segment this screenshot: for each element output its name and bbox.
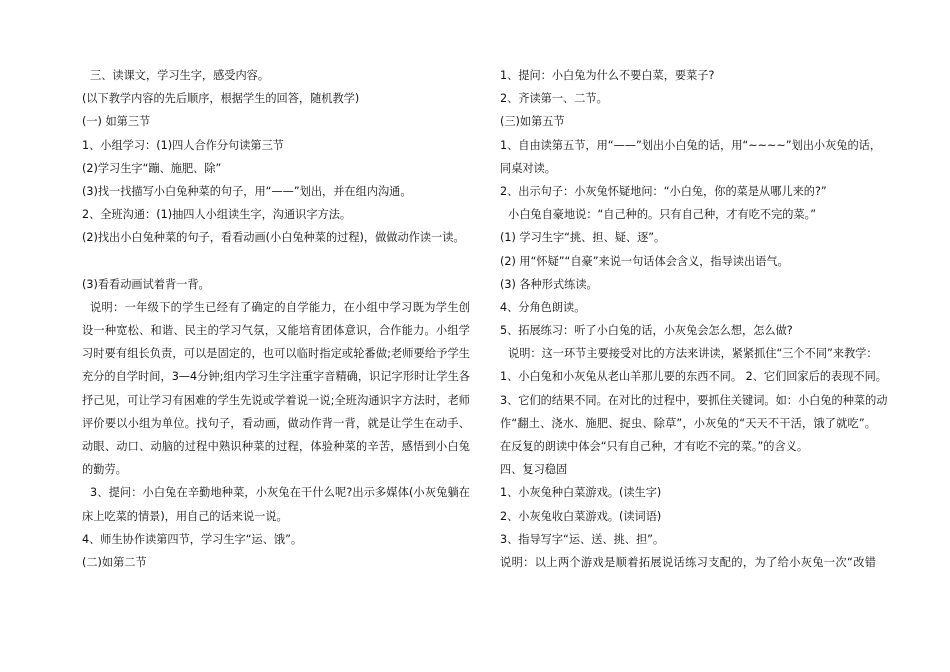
text-line: 同桌对读。 bbox=[500, 161, 556, 175]
text-line: 2、齐读第一、二节。 bbox=[500, 92, 608, 106]
text-line: 3、它们的结果不同。在对比的过程中，要抓住关键词。如：小白兔的种菜的动 bbox=[500, 393, 888, 407]
text-line: (二)如第二节 bbox=[82, 555, 147, 569]
text-line: 5、拓展练习：听了小白兔的话，小灰兔会怎么想，怎么做? bbox=[500, 324, 793, 338]
text-line: 作“翻土、浇水、施肥、捉虫、除草”，小灰兔的“天天不干活，饿了就吃”。 bbox=[500, 416, 876, 430]
text-line: 1、提问：小白兔为什么不要白菜，要菜子? bbox=[500, 69, 715, 82]
left-text-column bbox=[82, 64, 470, 574]
text-line: (3)看看动画试着背一背。 bbox=[82, 277, 210, 291]
text-line: 3、提问：小白兔在辛勤地种菜，小灰兔在干什么呢?出示多媒体(小灰兔躺在 bbox=[90, 486, 470, 500]
text-line: 1、自由读第五节，用“——”划出小白兔的话，用“~~~~”划出小灰兔的话， bbox=[500, 138, 882, 152]
text-line: 习时要有组长负责，可以是固定的，也可以临时指定或轮番做;老师要给予学生 bbox=[82, 347, 470, 361]
text-line: 2、小灰兔收白菜游戏。(读词语) bbox=[500, 509, 662, 523]
text-line: 四、复习稳固 bbox=[500, 463, 568, 477]
text-line: (以下教学内容的先后顺序，根据学生的回答，随机教学) bbox=[82, 92, 360, 106]
text-line bbox=[82, 250, 470, 273]
text-line: (2) 用“怀疑”“自豪”来说一句话体会含义，指导读出语气。 bbox=[500, 254, 789, 268]
text-line: (1) 学习生字“挑、担、疑、逐”。 bbox=[500, 231, 666, 245]
text-line: 说明：一年级下的学生已经有了确定的自学能力，在小组中学习既为学生创 bbox=[90, 300, 470, 314]
text-line: 的勤劳。 bbox=[82, 463, 127, 477]
text-line: 三、读课文，学习生字，感受内容。 bbox=[90, 69, 270, 82]
text-line: 动眼、动口、动脑的过程中熟识种菜的过程，体验种菜的辛苦，感悟到小白兔 bbox=[82, 440, 470, 453]
text-line: 设一种宽松、和谐、民主的学习气氛，又能培育团体意识，合作能力。小组学 bbox=[82, 324, 470, 338]
text-line: 1、小组学习：(1)四人合作分句读第三节 bbox=[82, 138, 284, 152]
text-line: 充分的自学时间，3—4分钟;组内学习生字注重字音精确，识记字形时让学生各 bbox=[82, 370, 470, 384]
text-line: 4、分角色朗读。 bbox=[500, 300, 586, 314]
right-text-column bbox=[500, 64, 888, 574]
text-line: 1、小白兔和小灰兔从老山羊那儿要的东西不同。 2、它们回家后的表现不同。 bbox=[500, 370, 887, 384]
text-line: (2)找出小白兔种菜的句子，看看动画(小白兔种菜的过程)，做做动作读一读。 bbox=[82, 231, 465, 245]
text-line: 在反复的朗读中体会“只有自己种，才有吃不完的菜。”的含义。 bbox=[500, 440, 809, 453]
text-line: 小白兔自豪地说：“自己种的。只有自己种，才有吃不完的菜。” bbox=[508, 208, 817, 222]
text-line: (一) 如第三节 bbox=[82, 115, 151, 129]
text-line: (3) 各种形式练读。 bbox=[500, 277, 598, 291]
text-line: 说明：以上两个游戏是顺着拓展说话练习支配的，为了给小灰兔一次“改错 bbox=[500, 555, 876, 569]
text-line: (三)如第五节 bbox=[500, 115, 565, 129]
text-line: 床上吃菜的情景)，用自己的话来说一说。 bbox=[82, 509, 288, 523]
text-line: 说明：这一环节主要接受对比的方法来讲读，紧紧抓住“三个不同”来教学： bbox=[508, 347, 878, 361]
text-line: 1、小灰兔种白菜游戏。(读生字) bbox=[500, 486, 662, 500]
text-line: 2、出示句子：小灰兔怀疑地问：“小白兔，你的菜是从哪儿来的?” bbox=[500, 184, 827, 198]
text-line: (3)找一找描写小白兔种菜的句子，用“——”划出，并在组内沟通。 bbox=[82, 184, 412, 198]
text-line: 抒己见，可让学习有困难的学生先说或学着说一说;全班沟通识字方法时，老师 bbox=[82, 393, 470, 407]
text-line: 评价要以小组为单位。找句子，看动画，做动作背一背，就是让学生在动手、 bbox=[82, 416, 470, 430]
text-line: 4、师生协作读第四节，学习生字“运、饿”。 bbox=[82, 532, 303, 546]
text-line: 2、全班沟通：(1)抽四人小组读生字，沟通识字方法。 bbox=[82, 208, 352, 222]
text-line: (2)学习生字“蹦、施肥、除” bbox=[82, 161, 222, 175]
text-line: 3、指导写字“运、送、挑、担”。 bbox=[500, 532, 665, 546]
